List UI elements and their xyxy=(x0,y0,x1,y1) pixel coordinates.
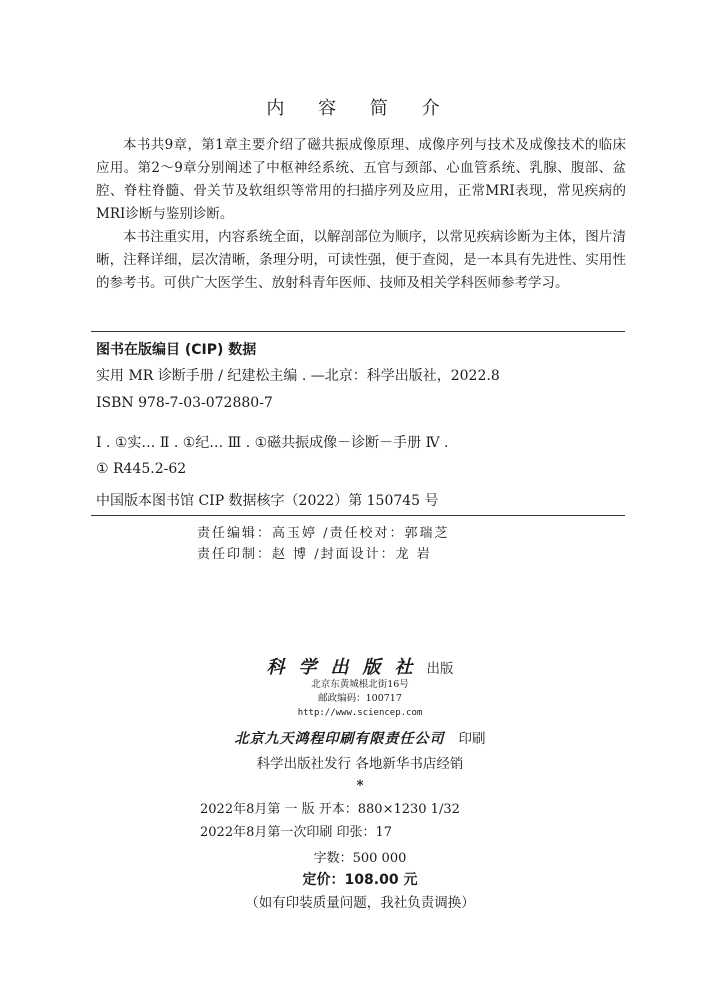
editors-block xyxy=(197,523,450,565)
publisher-suffix: 出版 xyxy=(426,661,454,677)
intro-paragraph-2: 本书注重实用，内容系统全面，以解剖部位为顺序，以常见疾病诊断为主体，图片清晰，注释详细，层次清晰，条理分明，可读性强，便于查阅，是一本具有先进性、实用性的参考书。可供广大医学生、放射科青年医师、技师及相关学科医师参考学习。 xyxy=(96,229,626,291)
cip-bottom-rule xyxy=(91,515,625,516)
publisher-logo: 科学出版社 xyxy=(266,657,427,678)
printer-name: 北京九天鸿程印刷有限责任公司 xyxy=(234,731,445,747)
price: 定价：108.00 元 xyxy=(302,872,418,888)
edition-line: 2022年8月第 一 版 开本：880×1230 1/32 xyxy=(200,802,460,817)
cip-isbn: ISBN 978-7-03-072880-7 xyxy=(96,395,273,411)
separator-star: * xyxy=(356,778,364,794)
editors-line-2: 责任印制：赵 博 /封面设计：龙 岩 xyxy=(197,547,432,562)
cip-title-line: 实用 MR 诊断手册 / 纪建松主编 . —北京：科学出版社，2022.8 xyxy=(96,368,500,384)
intro-paragraph-1: 本书共9章，第1章主要介绍了磁共振成像原理、成像序列与技术及成像技术的临床应用。第2～9章分别阐述了中枢神经系统、五官与颈部、心血管系统、乳腺、腹部、盆腔、脊柱脊髓、骨关节及软组织等常用的扫描序列及应用，正常MRI表现，常见疾病的MRI诊断与鉴别诊断。 xyxy=(96,137,626,222)
cip-record-number: 中国版本图书馆 CIP 数据核字（2022）第 150745 号 xyxy=(96,493,439,509)
cip-heading: 图书在版编目 (CIP) 数据 xyxy=(96,342,257,358)
word-count: 字数：500 000 xyxy=(313,851,407,866)
publisher-line xyxy=(0,653,720,679)
cip-top-rule xyxy=(91,331,625,332)
publisher-address: 北京东黄城根北街16号 xyxy=(311,679,409,690)
quality-notice: （如有印装质量问题，我社负责调换） xyxy=(245,895,475,911)
intro-section xyxy=(96,134,626,295)
cip-classification-2: ① R445.2-62 xyxy=(96,461,187,477)
editors-line-1: 责任编辑：高玉婷 /责任校对：郭瑞芝 xyxy=(197,526,450,541)
cip-classification-1: Ⅰ . ①实… Ⅱ . ①纪… Ⅲ . ①磁共振成像－诊断－手册 Ⅳ . xyxy=(96,435,449,451)
printer-suffix: 印刷 xyxy=(458,731,486,747)
printing-line: 2022年8月第一次印刷 印张：17 xyxy=(200,825,393,840)
publisher-url: http://www.sciencep.com xyxy=(297,708,423,718)
distribution-line: 科学出版社发行 各地新华书店经销 xyxy=(256,756,464,772)
cip-block xyxy=(96,337,626,512)
page-title: 内 容 简 介 xyxy=(266,98,454,119)
publisher-postcode: 邮政编码：100717 xyxy=(318,693,402,704)
printer-line xyxy=(0,727,720,748)
